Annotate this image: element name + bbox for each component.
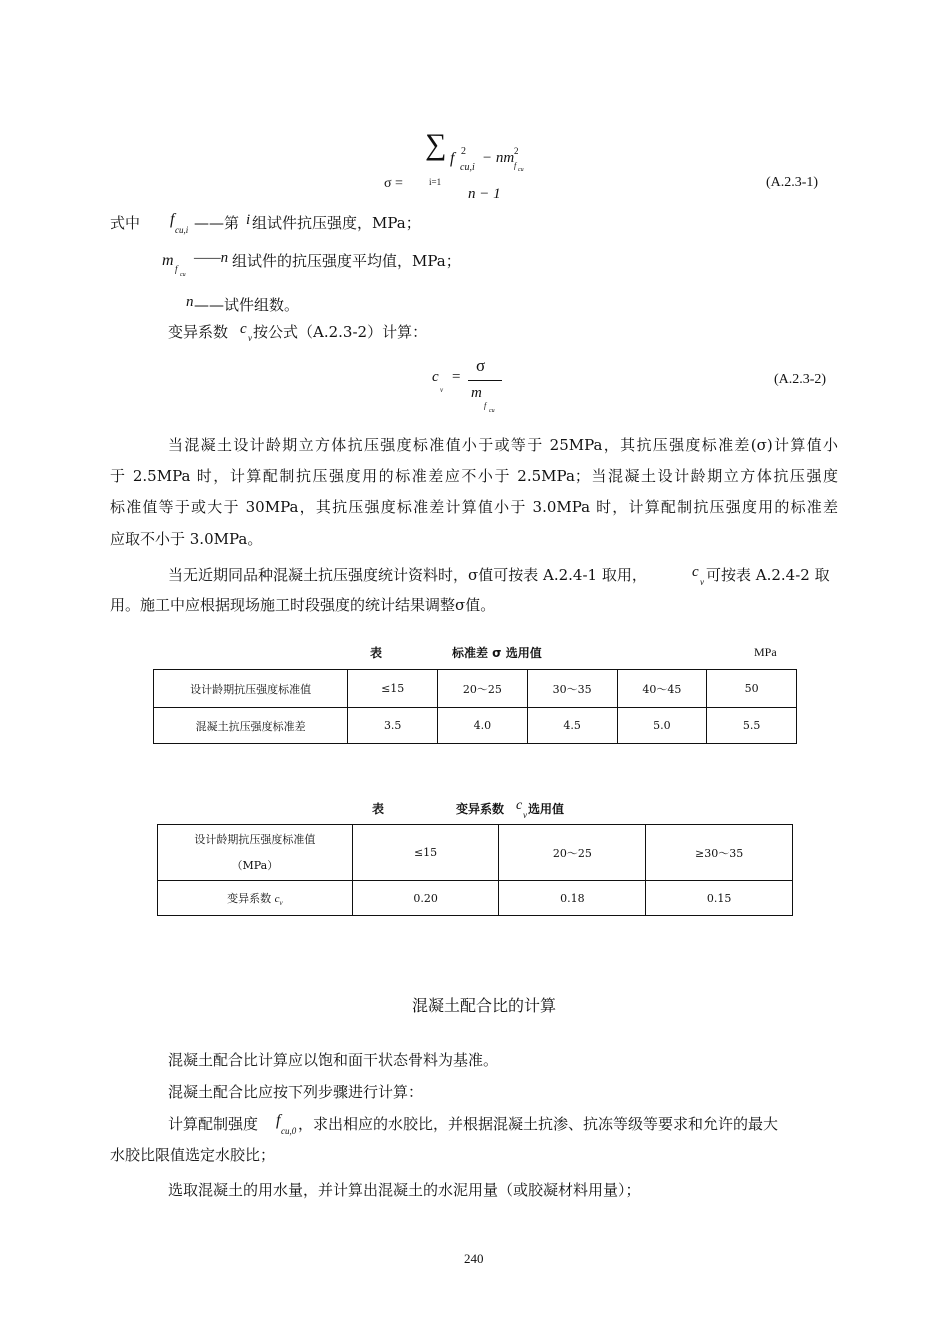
table2-cell: 20～25	[499, 825, 646, 881]
table2-caption-prefix: 表	[372, 802, 385, 816]
formula2-fraction-bar	[468, 380, 502, 381]
table1-caption-title: 标准差 σ 选用值	[452, 646, 542, 660]
table2-cv-values	[157, 824, 793, 916]
para1-line1: 当混凝土设计龄期立方体抗压强度标准值小于或等于 25MPa，其抗压强度标准差(σ)计算值小	[168, 436, 838, 454]
para2-line1-b: 可按表 A.2.4-2 取	[706, 566, 830, 584]
where-item3-desc: ——试件组数。	[194, 296, 300, 314]
formula2-numerator: σ	[476, 356, 486, 375]
cv-intro-text-a: 变异系数	[168, 323, 229, 341]
where-item3-symbol: n	[186, 294, 194, 310]
denominator: n − 1	[468, 186, 501, 202]
table1-cell: 3.5	[348, 708, 438, 744]
table1-caption-prefix: 表	[370, 646, 383, 660]
where-item1-desc-i: i	[246, 212, 251, 228]
table2-row2-label-symbol: c	[274, 892, 280, 905]
table1-cell: 5.5	[707, 708, 797, 744]
table1-cell: 30～35	[527, 670, 617, 708]
numerator-sup: 2	[461, 146, 466, 157]
section-heading: 混凝土配合比的计算	[412, 996, 557, 1015]
cv-intro-text-b: 按公式（A.2.3-2）计算：	[253, 323, 428, 341]
table2-caption-title-b: 选用值	[528, 802, 565, 816]
sigma-lhs: σ =	[384, 176, 403, 191]
table2-cell: 0.15	[646, 881, 793, 916]
table1-cell: 混凝土抗压强度标准差	[154, 708, 348, 744]
para2-line1-symbol: c	[692, 564, 699, 580]
para2-line2: 用。施工中应根据现场施工时段强度的统计结果调整σ值。	[110, 596, 496, 614]
table1-cell: 20～25	[438, 670, 528, 708]
table1-cell: 50	[707, 670, 797, 708]
table1-unit: MPa	[754, 645, 777, 659]
table2-row2-label	[158, 881, 353, 916]
table-row	[158, 825, 793, 881]
formula2-lhs-sub: v	[440, 386, 444, 394]
formula2-den-sub-sub: cu	[489, 408, 495, 414]
section-p3-line2: 水胶比限值选定水胶比；	[110, 1146, 276, 1164]
formula1-fraction-bar	[428, 180, 531, 181]
numerator-m-sup: 2	[514, 146, 519, 156]
section-p3-a: 计算配制强度	[168, 1115, 259, 1133]
numerator-sub: cu,i	[460, 162, 475, 173]
table1-cell: 4.5	[527, 708, 617, 744]
numerator-m-sub-f: f	[514, 161, 517, 170]
numerator-f: f	[450, 150, 455, 167]
table1-sigma-values	[153, 669, 797, 744]
table2-cell: ≤15	[352, 825, 499, 881]
table1-cell: 4.0	[438, 708, 528, 744]
sum-index: i=1	[429, 177, 442, 187]
table1-cell: ≤15	[348, 670, 438, 708]
para2-line1-a: 当无近期同品种混凝土抗压强度统计资料时，σ值可按表 A.2.4-1 取用，	[168, 566, 647, 584]
table-row	[154, 708, 797, 744]
where-item2-desc-b: 组试件的抗压强度平均值，MPa；	[232, 252, 461, 270]
table1-cell: 5.0	[617, 708, 707, 744]
table2-cell: ≥30～35	[646, 825, 793, 881]
where-item2-desc-n: ——n	[194, 250, 229, 266]
table-row	[154, 670, 797, 708]
para1-line4: 应取不小于 3.0MPa。	[110, 530, 263, 548]
table2-caption-symbol: c	[516, 798, 523, 813]
table2-cell: 0.20	[352, 881, 499, 916]
formula2-lhs: c	[432, 369, 439, 385]
section-p3-sub: cu,0	[281, 1126, 297, 1136]
cv-intro-sub: v	[248, 333, 252, 343]
where-item1-desc-a: ——第	[194, 214, 240, 232]
numerator-m-sub-sub: cu	[518, 167, 524, 173]
table2-cell: 0.18	[499, 881, 646, 916]
where-item1-desc-b: 组试件抗压强度，MPa；	[252, 214, 421, 232]
numerator-minus-nm: − nm	[482, 150, 515, 166]
where-item2-sub-f: f	[175, 264, 178, 274]
table1-cell: 设计龄期抗压强度标准值	[154, 670, 348, 708]
table2-header-label	[158, 825, 353, 881]
where-item2-symbol: m	[162, 252, 174, 269]
table-row	[158, 881, 793, 916]
section-p2: 混凝土配合比应按下列步骤进行计算：	[168, 1083, 424, 1101]
table2-header-label-line2: （MPa）	[231, 858, 279, 872]
sum-symbol: ∑	[425, 128, 447, 161]
formula2-denominator: m	[471, 385, 482, 401]
section-p3-symbol: f	[276, 1112, 281, 1129]
formula2-den-sub-f: f	[484, 401, 487, 410]
table2-caption-title-a: 变异系数	[456, 802, 505, 816]
section-p4: 选取混凝土的用水量，并计算出混凝土的水泥用量（或胶凝材料用量）；	[168, 1181, 641, 1199]
table2-caption-sub: v	[523, 810, 527, 820]
where-item1-symbol: f	[170, 211, 175, 228]
equation-number-a232: (A.2.3-2)	[774, 372, 827, 387]
section-p3-b: ，求出相应的水胶比，并根据混凝土抗渗、抗冻等级等要求和允许的最大	[298, 1115, 779, 1133]
formula2-eq: =	[452, 369, 461, 385]
table2-row2-label-a: 变异系数	[227, 891, 275, 905]
equation-number-a231: (A.2.3-1)	[766, 175, 819, 190]
cv-intro-symbol: c	[240, 321, 247, 337]
table1-cell: 40～45	[617, 670, 707, 708]
where-item1-sub: cu,i	[175, 225, 189, 235]
table2-header-label-line1: 设计龄期抗压强度标准值	[194, 832, 316, 846]
table2-row2-label-sub: v	[279, 898, 283, 907]
para1-line2: 于 2.5MPa 时，计算配制抗压强度用的标准差应不小于 2.5MPa；当混凝土设计龄期立方体抗压强度	[110, 467, 838, 485]
where-label: 式中	[110, 214, 141, 232]
para1-line3: 标准值等于或大于 30MPa，其抗压强度标准差计算值小于 3.0MPa 时，计算配制抗压强度用的标准差	[110, 498, 838, 516]
section-p1: 混凝土配合比计算应以饱和面干状态骨料为基准。	[168, 1051, 499, 1069]
para2-line1-sub: v	[700, 577, 704, 587]
page-number: 240	[464, 1251, 484, 1266]
where-item2-sub-sub: cu	[180, 272, 186, 278]
